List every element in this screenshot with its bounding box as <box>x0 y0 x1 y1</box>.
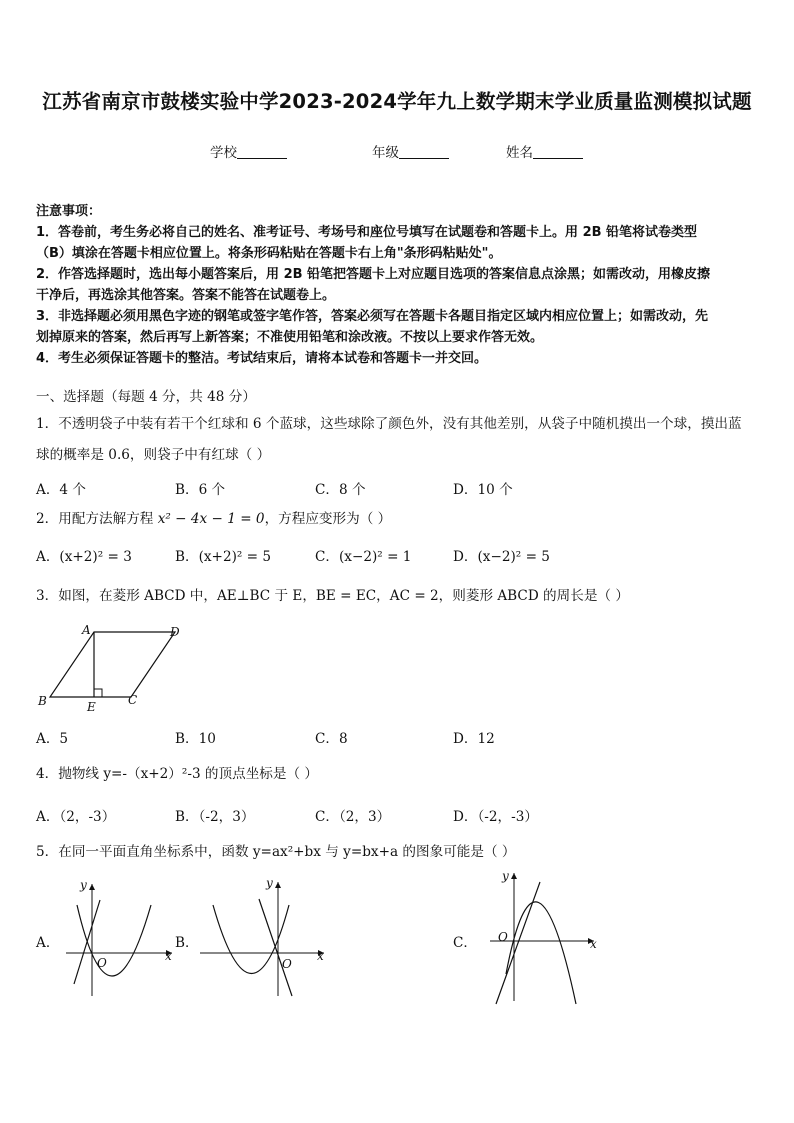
q4-stem: 4．抛物线 y=-（x+2）²-3 的顶点坐标是（ ） <box>36 766 318 782</box>
x-axis-label: x <box>165 949 172 963</box>
q1-stem-line2: 球的概率是 0.6，则袋子中有红球（ ） <box>36 447 271 463</box>
section-heading: 一、选择题（每题 4 分，共 48 分） <box>36 389 256 405</box>
q2-stem-suffix: ，方程应变形为（ ） <box>264 511 392 527</box>
q4-option-b[interactable]: B．（-2，3） <box>175 809 255 825</box>
name-field <box>506 141 583 161</box>
y-axis-arrow <box>89 884 95 890</box>
notice-heading: 注意事项： <box>36 204 102 219</box>
q2-option-b[interactable]: B．(x+2)² = 5 <box>175 549 272 565</box>
parabola <box>77 905 151 976</box>
q2-option-d[interactable]: D．(x−2)² = 5 <box>453 549 550 565</box>
grade-field <box>372 141 449 161</box>
y-axis-arrow <box>511 873 517 879</box>
q4-option-a[interactable]: A．（2，-3） <box>36 809 116 825</box>
x-axis-label: x <box>317 949 324 963</box>
vertex-label-a: A <box>82 623 91 637</box>
vertex-label-c: C <box>128 693 138 707</box>
school-field <box>210 141 287 161</box>
notice-line: 干净后，再选涂其他答案。答案不能答在试题卷上。 <box>36 288 336 303</box>
y-axis-label: y <box>80 878 87 892</box>
notice-line: 3．非选择题必须用黑色字迹的钢笔或签字笔作答，答案必须写在答题卡各题目指定区域内相应位置上；如需改动，先 <box>36 309 709 324</box>
q1-option-c[interactable]: C．8 个 <box>315 482 366 498</box>
name-blank <box>533 144 583 159</box>
q2-stem-prefix: 2．用配方法解方程 <box>36 511 158 527</box>
graph-a <box>60 872 180 1002</box>
right-angle-mark <box>94 689 102 697</box>
grade-blank <box>399 144 449 159</box>
notice-line: 4．考生必须保证答题卡的整洁。考试结束后，请将本试卷和答题卡一并交回。 <box>36 351 488 366</box>
q3-stem: 3．如图，在菱形 ABCD 中，AE⊥BC 于 E，BE = EC，AC = 2，则菱形 ABCD 的周长是（ ） <box>36 588 629 604</box>
q3-option-b[interactable]: B．10 <box>175 731 216 747</box>
q2-option-a[interactable]: A．(x+2)² = 3 <box>36 549 132 565</box>
notice-line: 1．答卷前，考生务必将自己的姓名、准考证号、考场号和座位号填写在试题卷和答题卡上。用 2B 铅笔将试卷类型 <box>36 225 698 240</box>
page-title: 江苏省南京市鼓楼实验中学2023-2024学年九上数学期末学业质量监测模拟试题 <box>42 90 752 113</box>
y-axis-label: y <box>502 869 509 883</box>
grade-label: 年级 <box>372 145 399 161</box>
q3-option-a[interactable]: A．5 <box>36 731 69 747</box>
y-axis-label: y <box>266 876 273 890</box>
x-axis-label: x <box>590 937 597 951</box>
diagonal-ac-hidden <box>94 632 131 697</box>
graph-b <box>196 872 336 1002</box>
origin-label: O <box>282 957 292 971</box>
school-label: 学校 <box>210 145 237 161</box>
rhombus-figure <box>30 620 200 715</box>
rhombus-abcd <box>50 632 175 697</box>
q2-stem <box>36 509 391 530</box>
notice-line: 划掉原来的答案，然后再写上新答案；不准使用铅笔和涂改液。不按以上要求作答无效。 <box>36 330 544 345</box>
q1-option-d[interactable]: D．10 个 <box>453 482 513 498</box>
origin-label: O <box>498 930 508 944</box>
notice-line: （B）填涂在答题卡相应位置上。将条形码粘贴在答题卡右上角"条形码粘贴处"。 <box>36 246 502 261</box>
vertex-label-b: B <box>38 694 47 708</box>
graph-c <box>486 866 606 1006</box>
vertex-label-d: D <box>170 625 180 639</box>
notice-line: 2．作答选择题时，选出每小题答案后，用 2B 铅笔把答题卡上对应题目选项的答案信息点涂黑；如需改动，用橡皮擦 <box>36 267 711 282</box>
q2-equation: x² − 4x − 1 = 0 <box>157 511 265 527</box>
q1-option-b[interactable]: B．6 个 <box>175 482 226 498</box>
q5-option-b[interactable]: B． <box>175 935 199 951</box>
parabola <box>506 902 576 1004</box>
q2-option-c[interactable]: C．(x−2)² = 1 <box>315 549 412 565</box>
q4-option-d[interactable]: D．（-2，-3） <box>453 809 538 825</box>
q4-option-c[interactable]: C．（2，3） <box>315 809 391 825</box>
school-blank <box>237 144 287 159</box>
q5-option-a[interactable]: A． <box>36 935 60 951</box>
line-graph <box>74 900 100 984</box>
q5-option-c[interactable]: C． <box>453 935 477 951</box>
origin-label: O <box>97 956 107 970</box>
q1-stem-line1: 1．不透明袋子中装有若干个红球和 6 个蓝球，这些球除了颜色外，没有其他差别，从袋子中随机摸出一个球，摸出蓝 <box>36 416 742 432</box>
q5-stem: 5．在同一平面直角坐标系中，函数 y=ax²+bx 与 y=bx+a 的图象可能是（ ） <box>36 844 516 860</box>
vertex-label-e: E <box>87 700 96 714</box>
q3-option-c[interactable]: C．8 <box>315 731 348 747</box>
name-label: 姓名 <box>506 145 533 161</box>
y-axis-arrow <box>275 882 281 888</box>
q1-option-a[interactable]: A．4 个 <box>36 482 86 498</box>
q3-option-d[interactable]: D．12 <box>453 731 495 747</box>
